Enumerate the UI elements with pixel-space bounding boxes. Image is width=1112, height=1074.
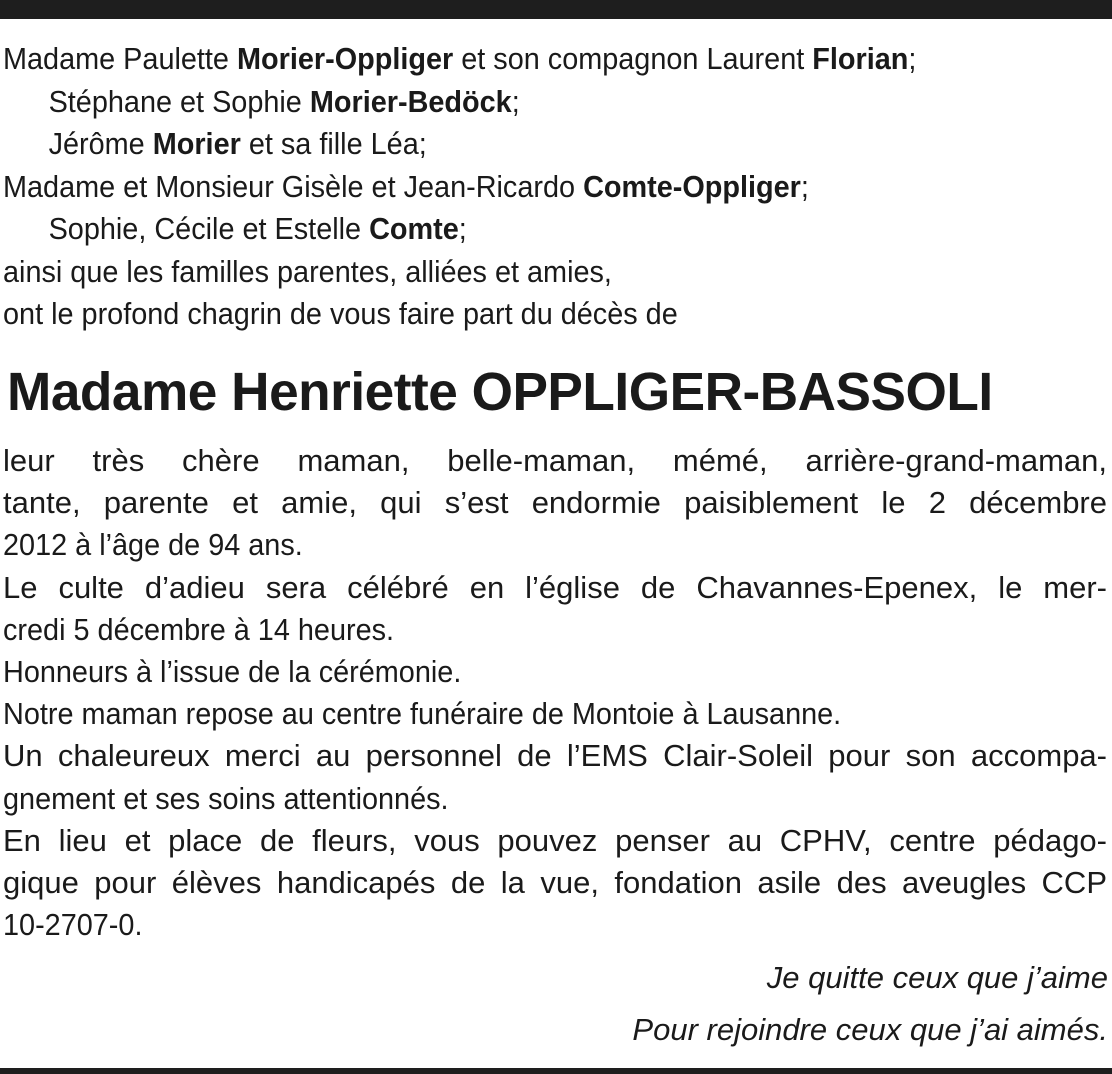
body-line (3, 693, 1107, 735)
family-name-morier-bedock: Morier-Bedöck (309, 83, 512, 119)
closing-verse (632, 952, 1108, 1056)
body-line-text: 2012 à l’âge de 94 ans. (3, 527, 303, 563)
family-line-6: ainsi que les familles parentes, alliées et amies, (3, 253, 612, 289)
body-line-text: gnement et ses soins attentionnés. (3, 780, 449, 816)
verse-line-1: Je quitte ceux que j’aime (766, 960, 1108, 995)
verse-line-2: Pour rejoindre ceux que j’ai aimés. (632, 1012, 1108, 1047)
body-line-text: 10-2707-0. (3, 907, 143, 943)
body-line (3, 778, 1107, 820)
family-name-comte-oppliger: Comte-Oppliger (583, 168, 801, 204)
family-line-1-text-2: et son compagnon Laurent (453, 41, 813, 76)
family-line-3 (3, 123, 1031, 166)
body-line: gique pour élèves handicapés de la vue, fondation asile des aveugles CCP (3, 864, 1107, 900)
body-line (3, 609, 1107, 651)
body-line-text: credi 5 décembre à 14 heures. (3, 611, 395, 647)
body-line: Un chaleureux merci au personnel de l’EMS Clair-Soleil pour son accompa- (3, 738, 1107, 774)
obituary-body (3, 440, 1107, 946)
family-line-1-end: ; (908, 41, 917, 76)
family-name-morier-oppliger: Morier-Oppliger (236, 41, 454, 76)
family-line-2-text: Stéphane et Sophie (48, 83, 310, 119)
family-line-1 (3, 38, 1031, 81)
family-line-4-end: ; (800, 168, 809, 204)
family-line-3-end: et sa fille Léa; (240, 126, 427, 161)
family-line-2-end: ; (511, 83, 520, 119)
family-line-2 (3, 81, 1031, 124)
family-line-5-text: Sophie, Cécile et Estelle (48, 211, 370, 246)
family-line-4 (3, 166, 1031, 209)
family-line-5-end: ; (458, 211, 467, 246)
family-line-1-text: Madame Paulette (3, 41, 237, 76)
body-line: En lieu et place de fleurs, vous pouvez penser au CPHV, centre pédago- (3, 822, 1107, 858)
family-name-morier: Morier (152, 126, 241, 161)
body-line: Le culte d’adieu sera célébré en l’église de Chavannes-Epenex, le mer- (3, 569, 1107, 605)
family-announcement-block (3, 38, 1108, 336)
top-border-rule (0, 0, 1112, 19)
family-name-florian: Florian (812, 41, 909, 76)
body-line (3, 524, 1107, 566)
deceased-name-heading: Madame Henriette OPPLIGER-BASSOLI (7, 362, 993, 422)
body-line-text: Notre maman repose au centre funéraire de Montoie à Lausanne. (3, 696, 842, 732)
bottom-border-rule (0, 1068, 1112, 1074)
family-line-7: ont le profond chagrin de vous faire part du décès de (3, 296, 678, 331)
family-line-3-text: Jérôme (48, 126, 153, 161)
body-line (3, 904, 1107, 946)
family-line-5 (3, 208, 1031, 251)
family-name-comte: Comte (369, 211, 459, 246)
family-line-4-text: Madame et Monsieur Gisèle et Jean-Ricardo (3, 168, 584, 204)
body-line-text: Honneurs à l’issue de la cérémonie. (3, 653, 462, 689)
body-line: leur très chère maman, belle-maman, mémé, arrière-grand-maman, (3, 443, 1107, 478)
body-line: tante, parente et amie, qui s’est endormie paisiblement le 2 décembre (3, 485, 1107, 521)
body-line (3, 651, 1107, 693)
